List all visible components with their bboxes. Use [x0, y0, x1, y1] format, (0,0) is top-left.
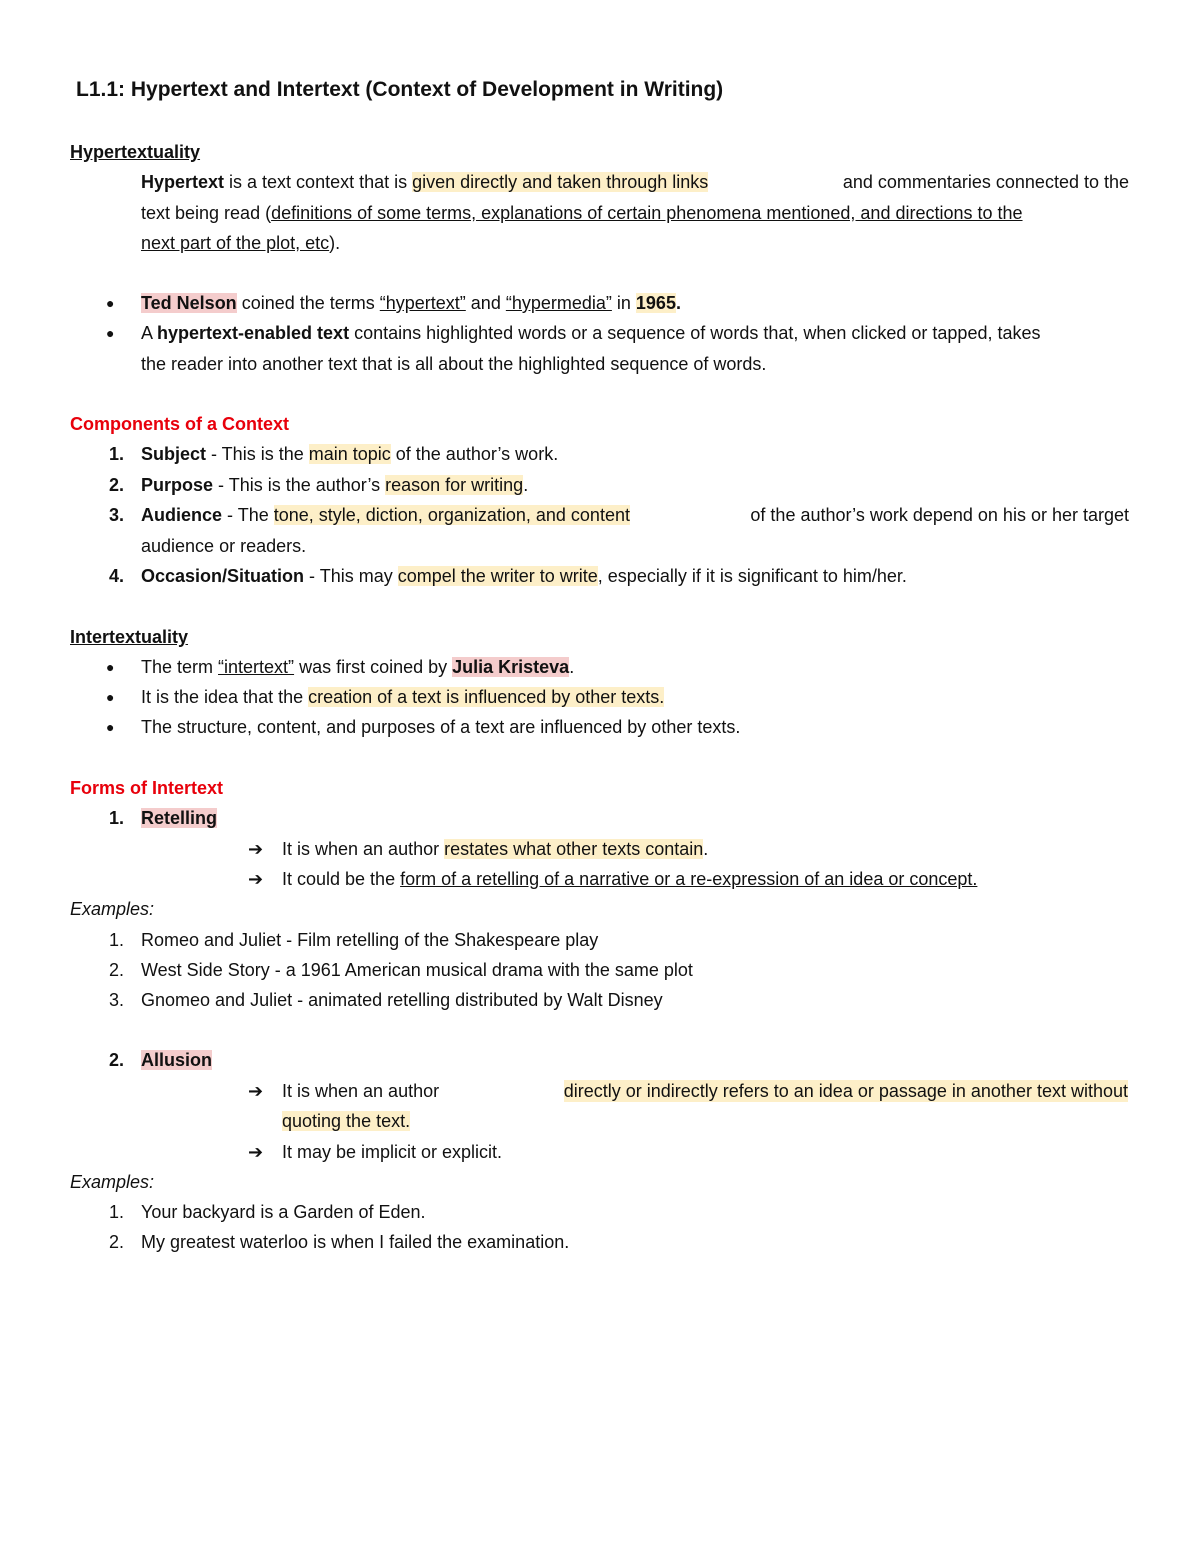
arrow-icon: ➔ [248, 839, 264, 859]
list-number: 2. [108, 960, 124, 980]
text: . [675, 293, 681, 313]
highlight: tone, style, diction, organization, and content [273, 505, 630, 525]
arrow-icon: ➔ [248, 869, 264, 889]
forms-heading: Forms of Intertext [70, 778, 224, 798]
list-number: 1. [108, 808, 124, 828]
text: of the author’s work. [390, 444, 559, 464]
list-item [141, 565, 907, 587]
highlight-year: 1965 [635, 293, 676, 313]
bullet-icon: ● [106, 325, 115, 341]
highlight: restates what other texts contain [444, 839, 704, 859]
text: - The [222, 505, 274, 525]
list-item: It may be implicit or explicit. [282, 1142, 503, 1162]
list-number: 1. [108, 930, 124, 950]
hypertext-definition-line-2 [141, 202, 1023, 224]
list-item [141, 292, 681, 314]
list-item-continuation [282, 1110, 410, 1132]
bold-term: Audience [141, 505, 223, 525]
list-item-continuation: the reader into another text that is all about the highlighted sequence of words. [141, 354, 767, 374]
highlight-name: Ted Nelson [141, 293, 237, 313]
highlight-label: Retelling [141, 808, 218, 828]
highlight-name: Julia Kristeva [452, 657, 570, 677]
list-item [282, 1080, 1128, 1102]
list-item [282, 838, 708, 860]
underlined-text: “intertext” [218, 657, 295, 677]
text: - This may [304, 566, 398, 586]
list-item [141, 686, 664, 708]
list-number: 3. [108, 505, 124, 525]
text: - This is the [206, 444, 309, 464]
bold-term: Purpose [141, 475, 214, 495]
underlined-text: definitions of some terms, explanations of certain phenomena mentioned, and directions to the [271, 203, 1023, 223]
highlight: given directly and taken through links [412, 172, 709, 192]
bullet-icon: ● [106, 295, 115, 311]
underlined-text: form of a retelling of a narrative or a re-expression of an idea or concept. [400, 869, 978, 889]
hypertext-definition-line-1 [141, 171, 1129, 193]
list-item [282, 868, 977, 890]
text: ). [329, 233, 341, 253]
list-item [141, 322, 1041, 344]
examples-label: Examples: [70, 1172, 155, 1192]
text: of the author’s work depend on his or her target [750, 505, 1129, 525]
text: - This is the author’s [213, 475, 386, 495]
list-number: 2. [108, 475, 124, 495]
hypertext-term: Hypertext [141, 172, 225, 192]
text: It is when an author [282, 839, 445, 859]
highlight: reason for writing [385, 475, 524, 495]
underlined-text: next part of the plot, etc [141, 233, 330, 253]
text: . [703, 839, 709, 859]
bullet-icon: ● [106, 689, 115, 705]
bold-term: Occasion/Situation [141, 566, 305, 586]
list-number: 1. [108, 444, 124, 464]
hypertextuality-heading: Hypertextuality [70, 142, 201, 162]
highlight: creation of a text is influenced by other texts. [308, 687, 665, 707]
text: It could be the [282, 869, 401, 889]
examples-label: Examples: [70, 899, 155, 919]
list-item [141, 443, 558, 465]
list-item-continuation: audience or readers. [141, 536, 307, 556]
text: It is the idea that the [141, 687, 309, 707]
text: It is when an author [282, 1081, 440, 1101]
text: . [569, 657, 575, 677]
list-item [141, 656, 574, 678]
arrow-icon: ➔ [248, 1081, 264, 1101]
list-number: 3. [108, 990, 124, 1010]
bullet-icon: ● [106, 719, 115, 735]
form-allusion-label [141, 1049, 212, 1071]
highlight: main topic [308, 444, 391, 464]
hypertext-definition-line-3 [141, 232, 340, 254]
text: , especially if it is significant to him/her. [597, 566, 907, 586]
form-retelling-label [141, 807, 217, 829]
text: The term [141, 657, 219, 677]
text: text being read ( [141, 203, 272, 223]
list-number: 2. [108, 1050, 124, 1070]
text: is a text context that is [224, 172, 413, 192]
bold-term: hypertext-enabled text [157, 323, 350, 343]
list-number: 1. [108, 1202, 124, 1222]
text: and [465, 293, 506, 313]
example-item: Romeo and Juliet - Film retelling of the Shakespeare play [141, 930, 599, 950]
list-number: 2. [108, 1232, 124, 1252]
text: contains highlighted words or a sequence of words that, when clicked or tapped, takes [349, 323, 1041, 343]
highlight-label: Allusion [141, 1050, 212, 1070]
underlined-text: “hypermedia” [505, 293, 612, 313]
text: . [523, 475, 529, 495]
text: in [611, 293, 636, 313]
intertextuality-heading: Intertextuality [70, 627, 189, 647]
highlight: quoting the text. [282, 1111, 411, 1131]
text: A [141, 323, 158, 343]
underlined-text: “hypertext” [379, 293, 466, 313]
list-number: 4. [108, 566, 124, 586]
highlight: directly or indirectly refers to an idea or passage in another text without [563, 1081, 1128, 1101]
example-item: Your backyard is a Garden of Eden. [141, 1202, 426, 1222]
arrow-icon: ➔ [248, 1142, 264, 1162]
components-heading: Components of a Context [70, 414, 289, 434]
text: was first coined by [294, 657, 453, 677]
highlight: compel the writer to write [397, 566, 598, 586]
list-item [141, 504, 1129, 526]
list-item [141, 474, 528, 496]
example-item: Gnomeo and Juliet - animated retelling distributed by Walt Disney [141, 990, 663, 1010]
example-item: My greatest waterloo is when I failed the examination. [141, 1232, 570, 1252]
page-title: L1.1: Hypertext and Intertext (Context of Development in Writing) [76, 78, 724, 101]
text: and commentaries connected to the [842, 172, 1129, 192]
text: coined the terms [236, 293, 380, 313]
bullet-icon: ● [106, 659, 115, 675]
list-item: The structure, content, and purposes of a text are influenced by other texts. [141, 717, 741, 737]
bold-term: Subject [141, 444, 207, 464]
example-item: West Side Story - a 1961 American musical drama with the same plot [141, 960, 693, 980]
